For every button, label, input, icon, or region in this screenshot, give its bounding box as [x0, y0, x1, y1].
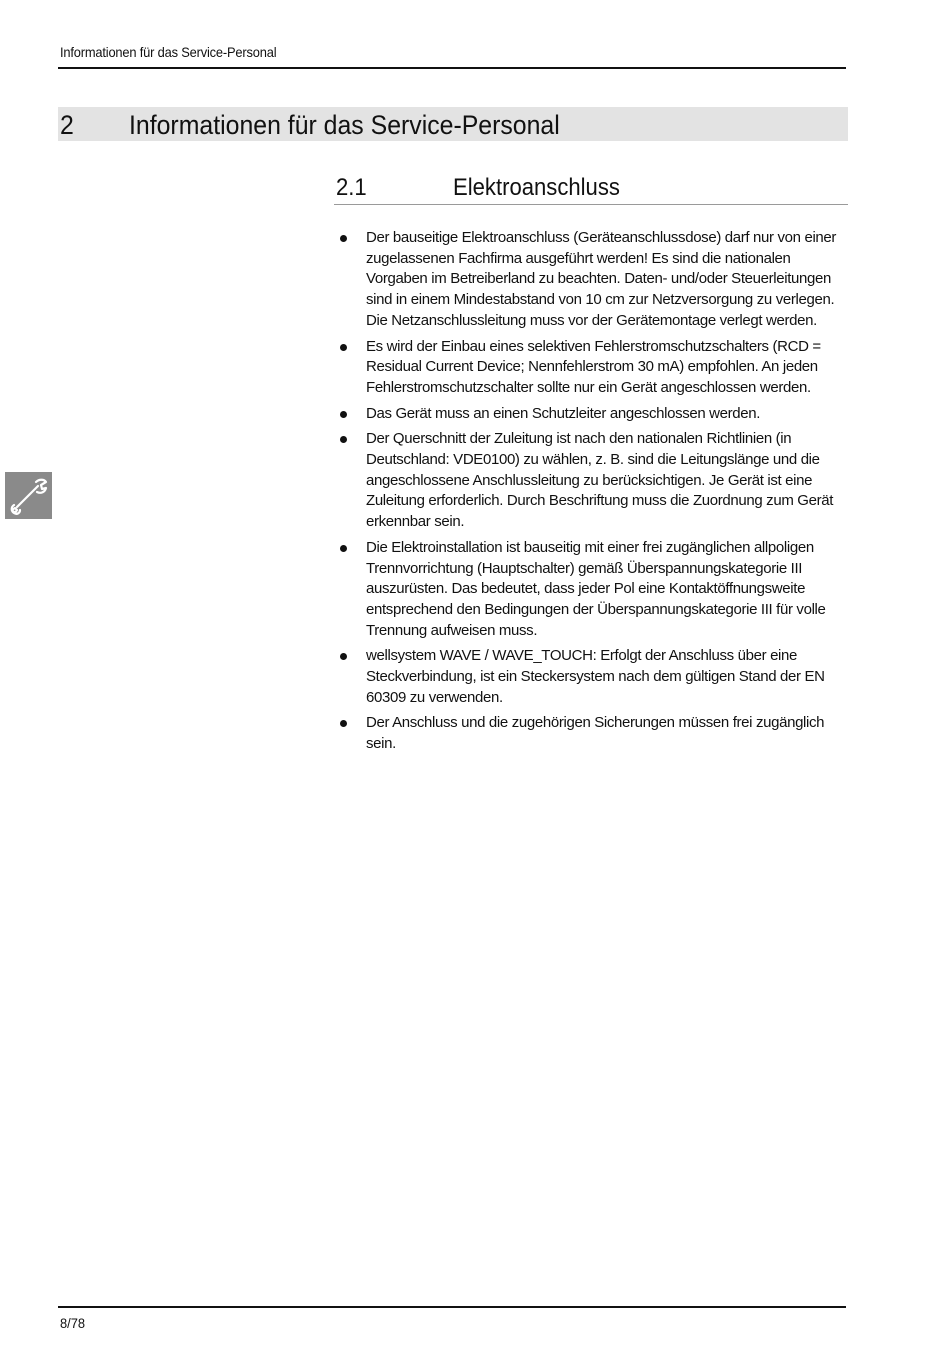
running-header: Informationen für das Service-Personal	[60, 44, 277, 60]
bullet-icon	[340, 545, 347, 552]
list-item-text: Es wird der Einbau eines selektiven Fehlerstromschutzschalters (RCD = Residual Current Device; Nennfehlerstrom 30 mA) empfohlen. An jeden Fehlerstromschutzschalter sollte nur ein Gerät angeschlossen werden.	[366, 337, 821, 396]
chapter-title: Informationen für das Service-Personal	[129, 110, 560, 140]
list-item	[338, 646, 850, 708]
electrical-requirements-list	[338, 228, 850, 760]
wrench-icon	[5, 472, 52, 519]
bullet-icon	[340, 411, 347, 418]
list-item-text: Der bauseitige Elektroanschluss (Geräteanschlussdose) darf nur von einer zugelassenen Fachfirma ausgeführt werden! Es sind die nationalen Vorgaben im Betreiberland zu beachten. Daten- und/oder Steuerleitungen sind in einem Mindestabstand von 10 cm zur Netzversorgung zu verlegen. Die Netzanschlussleitung muss vor der Gerätemontage verlegt werden.	[366, 229, 837, 329]
list-item	[338, 538, 850, 642]
bullet-icon	[340, 436, 347, 443]
bullet-icon	[340, 235, 347, 242]
list-item-text: Der Querschnitt der Zuleitung ist nach den nationalen Richtlinien (in Deutschland: VDE0100) zu wählen, z. B. sind die Leitungslänge und die angeschlossene Anschlussleitung zu berücksichtigen. Je Gerät ist eine Zuleitung erforderlich. Durch Beschriftung muss die Zuordnung zum Gerät erkennbar sein.	[366, 430, 834, 531]
list-item	[338, 404, 850, 425]
bullet-icon	[340, 653, 347, 660]
list-item-text: Die Elektroinstallation ist bauseitig mit einer frei zugänglichen allpoligen Trennvorrichtung (Hauptschalter) gemäß Überspannungskategorie III auszurüsten. Das bedeutet, dass jeder Pol eine Kontaktöffnungsweite entsprechend den Bedingungen der Überspannungskategorie III für volle Trennung aufweisen muss.	[366, 538, 826, 639]
list-item	[338, 337, 850, 399]
section-number: 2.1	[336, 174, 367, 201]
bullet-icon	[340, 344, 347, 351]
footer-rule	[58, 1306, 846, 1308]
list-item	[338, 228, 850, 332]
list-item-text: Der Anschluss und die zugehörigen Sicherungen müssen frei zugänglich sein.	[366, 714, 825, 753]
chapter-number: 2	[60, 110, 74, 140]
list-item-text: Das Gerät muss an einen Schutzleiter angeschlossen werden.	[366, 404, 761, 422]
bullet-icon	[340, 720, 347, 727]
list-item	[338, 713, 850, 754]
section-rule	[334, 204, 848, 205]
section-title: Elektroanschluss	[453, 174, 620, 201]
header-rule	[58, 67, 846, 69]
list-item-text: wellsystem WAVE / WAVE_TOUCH: Erfolgt der Anschluss über eine Steckverbindung, ist ein Steckersystem nach dem gültigen Stand der EN 60309 zu verwenden.	[366, 647, 825, 706]
page-number: 8/78	[60, 1315, 86, 1331]
list-item	[338, 429, 850, 533]
